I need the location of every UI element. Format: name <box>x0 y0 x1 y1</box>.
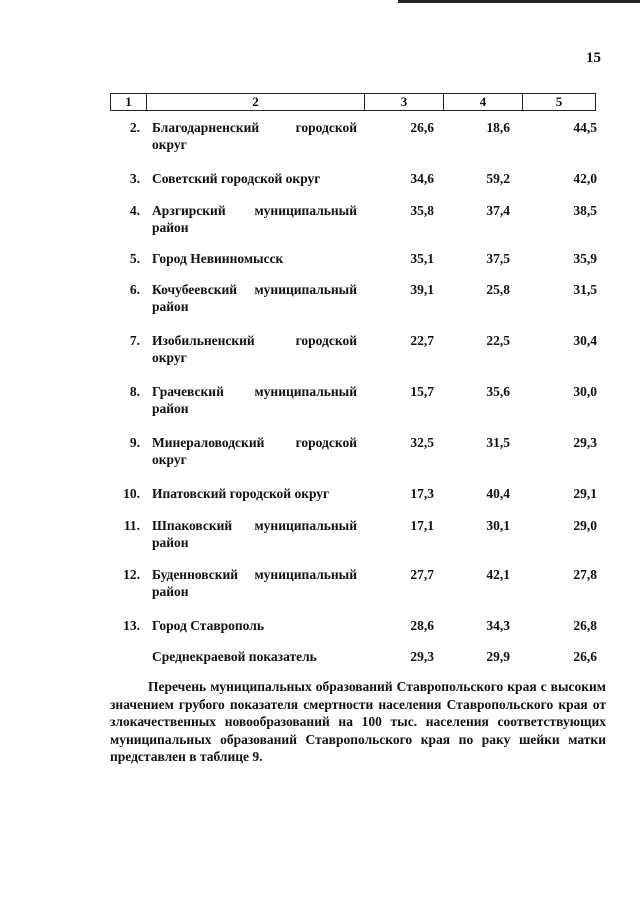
territory-name-word: Среднекраевой показатель <box>152 649 317 664</box>
territory-name-line2: район <box>152 401 189 416</box>
row-number: 10. <box>123 486 140 501</box>
table-row <box>0 434 640 474</box>
value-col-3: 34,6 <box>410 171 434 186</box>
value-col-3: 17,1 <box>410 518 434 533</box>
territory-name-line2: округ <box>152 350 187 365</box>
territory-name-word: муниципальный <box>254 567 357 582</box>
value-col-3: 35,1 <box>410 251 434 266</box>
territory-name-word: Кочубеевский <box>152 282 238 297</box>
territory-name-word: Минераловодский <box>152 435 265 450</box>
value-col-5: 30,0 <box>573 384 597 399</box>
value-col-3: 27,7 <box>410 567 434 582</box>
territory-name-word: Арзгирский <box>152 203 226 218</box>
row-number: 8. <box>129 384 140 399</box>
value-col-5: 29,0 <box>573 518 597 533</box>
page-number: 15 <box>586 50 601 66</box>
territory-name-word: Город Невинномысск <box>152 251 284 266</box>
value-col-3: 26,6 <box>410 120 434 135</box>
table-row <box>0 566 640 606</box>
table-row <box>0 383 640 423</box>
table-row <box>0 202 640 242</box>
territory-name-line2: район <box>152 299 189 314</box>
value-col-3: 35,8 <box>410 203 434 218</box>
table-row <box>0 281 640 321</box>
territory-name <box>152 383 357 417</box>
value-col-5: 27,8 <box>573 567 597 582</box>
territory-name <box>152 281 357 315</box>
territory-name <box>152 617 357 634</box>
value-col-4: 37,5 <box>486 251 510 266</box>
row-number: 13. <box>123 618 140 633</box>
row-number: 3. <box>129 171 140 186</box>
territory-name <box>152 170 357 187</box>
value-col-4: 42,1 <box>486 567 510 582</box>
value-col-3: 15,7 <box>410 384 434 399</box>
value-col-4: 29,9 <box>486 649 510 664</box>
value-col-5: 42,0 <box>573 171 597 186</box>
value-col-3: 32,5 <box>410 435 434 450</box>
value-col-4: 59,2 <box>486 171 510 186</box>
value-col-4: 35,6 <box>486 384 510 399</box>
territory-name-word: муниципальный <box>254 282 357 297</box>
territory-name <box>152 250 357 267</box>
value-col-3: 28,6 <box>410 618 434 633</box>
value-col-4: 40,4 <box>486 486 510 501</box>
territory-name-line2: район <box>152 535 189 550</box>
territory-name <box>152 648 357 665</box>
value-col-5: 29,1 <box>573 486 597 501</box>
value-col-5: 30,4 <box>573 333 597 348</box>
territory-name-word: Изобильненский <box>152 333 255 348</box>
row-number: 2. <box>129 120 140 135</box>
value-col-4: 30,1 <box>486 518 510 533</box>
header-cell-2: 2 <box>147 94 365 110</box>
value-col-4: 34,3 <box>486 618 510 633</box>
value-col-3: 17,3 <box>410 486 434 501</box>
table-header-row <box>110 93 596 111</box>
territory-name <box>152 485 357 502</box>
header-cell-3: 3 <box>365 94 444 110</box>
value-col-5: 29,3 <box>573 435 597 450</box>
row-number: 7. <box>129 333 140 348</box>
territory-name-line2: округ <box>152 137 187 152</box>
territory-name-word: Ипатовский городской округ <box>152 486 330 501</box>
territory-name-word: городской <box>295 435 357 450</box>
territory-name-word: городской <box>295 120 357 135</box>
value-col-5: 38,5 <box>573 203 597 218</box>
header-cell-1: 1 <box>111 94 147 110</box>
territory-name <box>152 332 357 366</box>
row-number: 11. <box>123 518 140 533</box>
territory-name-line2: район <box>152 220 189 235</box>
territory-name-word: Благодарненский <box>152 120 260 135</box>
value-col-3: 22,7 <box>410 333 434 348</box>
value-col-4: 31,5 <box>486 435 510 450</box>
territory-name-word: муниципальный <box>254 518 357 533</box>
value-col-4: 22,5 <box>486 333 510 348</box>
territory-name-word: Шпаковский <box>152 518 233 533</box>
territory-name <box>152 119 357 153</box>
territory-name-word: Грачевский <box>152 384 224 399</box>
territory-name <box>152 517 357 551</box>
value-col-5: 44,5 <box>573 120 597 135</box>
body-paragraph: Перечень муниципальных образований Ставропольского края с высоким значением грубого показателя смертности населения Ставропольского края от злокачественных новообразований на 100 тыс. населения соответствующих муниципальных образований Ставропольского края по раку шейки матки представлен в таблице 9. <box>110 679 606 765</box>
table-row <box>0 332 640 372</box>
value-col-3: 39,1 <box>410 282 434 297</box>
row-number: 5. <box>129 251 140 266</box>
table-row <box>0 119 640 159</box>
territory-name-word: Советский городской округ <box>152 171 321 186</box>
value-col-5: 31,5 <box>573 282 597 297</box>
territory-name-word: муниципальный <box>254 384 357 399</box>
value-col-5: 35,9 <box>573 251 597 266</box>
value-col-4: 18,6 <box>486 120 510 135</box>
territory-name <box>152 434 357 468</box>
territory-name-word: Буденновский <box>152 567 239 582</box>
top-rule <box>398 0 640 3</box>
territory-name-word: Город Ставрополь <box>152 618 264 633</box>
territory-name <box>152 202 357 236</box>
row-number: 4. <box>129 203 140 218</box>
table-row <box>0 517 640 557</box>
value-col-5: 26,6 <box>573 649 597 664</box>
territory-name-word: городской <box>295 333 357 348</box>
value-col-4: 37,4 <box>486 203 510 218</box>
territory-name-word: муниципальный <box>254 203 357 218</box>
value-col-4: 25,8 <box>486 282 510 297</box>
row-number: 6. <box>129 282 140 297</box>
header-cell-4: 4 <box>444 94 523 110</box>
row-number: 12. <box>123 567 140 582</box>
header-cell-5: 5 <box>555 94 563 109</box>
territory-name-line2: округ <box>152 452 187 467</box>
row-number: 9. <box>129 435 140 450</box>
value-col-5: 26,8 <box>573 618 597 633</box>
value-col-3: 29,3 <box>410 649 434 664</box>
territory-name <box>152 566 357 600</box>
territory-name-line2: район <box>152 584 189 599</box>
